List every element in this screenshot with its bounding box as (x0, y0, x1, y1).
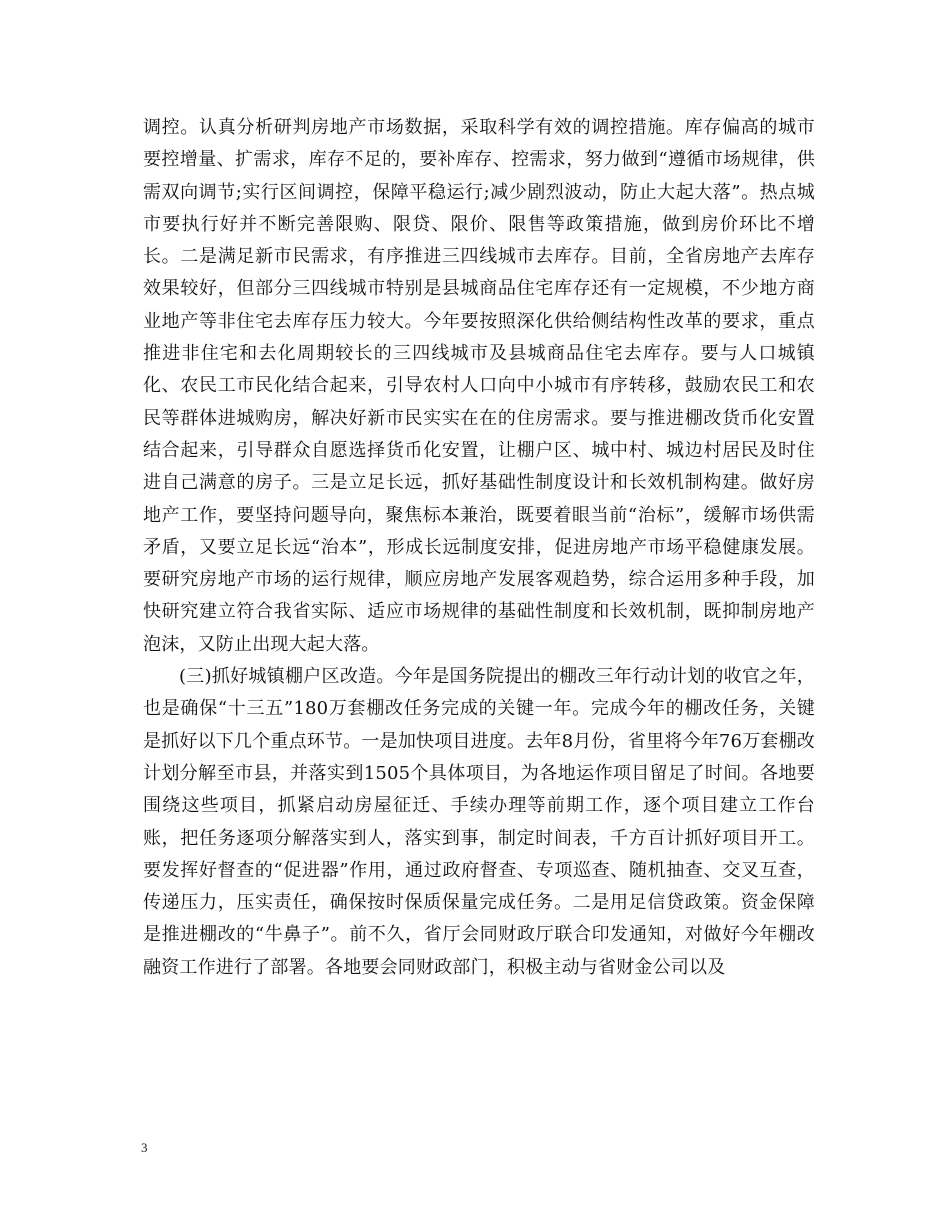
body-text (143, 112, 815, 984)
paragraph-1: 调控。认真分析研判房地产市场数据，采取科学有效的调控措施。库存偏高的城市要控增量、扩需求，库存不足的，要补库存、控需求，努力做到“遵循市场规律，供需双向调节;实行区间调控，保障平稳运行;减少剧烈波动，防止大起大落”。热点城市要执行好并不断完善限购、限贷、限价、限售等政策措施，做到房价环比不增长。二是满足新市民需求，有序推进三四线城市去库存。目前，全省房地产去库存效果较好，但部分三四线城市特别是县城商品住宅库存还有一定规模，不少地方商业地产等非住宅去库存压力较大。今年要按照深化供给侧结构性改革的要求，重点推进非住宅和去化周期较长的三四线城市及县城商品住宅去库存。要与人口城镇化、农民工市民化结合起来，引导农村人口向中小城市有序转移，鼓励农民工和农民等群体进城购房，解决好新市民实实在在的住房需求。要与推进棚改货币化安置结合起来，引导群众自愿选择货币化安置，让棚户区、城中村、城边村居民及时住进自己满意的房子。三是立足长远，抓好基础性制度设计和长效机制构建。做好房地产工作，要坚持问题导向，聚焦标本兼治，既要着眼当前“治标”，缓解市场供需矛盾，又要立足长远“治本”，形成长远制度安排，促进房地产市场平稳健康发展。要研究房地产市场的运行规律，顺应房地产发展客观趋势，综合运用多种手段，加快研究建立符合我省实际、适应市场规律的基础性制度和长效机制，既抑制房地产泡沫，又防止出现大起大落。 (143, 117, 815, 655)
page-number: 3 (141, 1140, 148, 1155)
paragraph-2: (三)抓好城镇棚户区改造。今年是国务院提出的棚改三年行动计划的收官之年，也是确保“十三五”180万套棚改任务完成的关键一年。完成今年的棚改任务，关键是抓好以下几个重点环节。一是加快项目进度。去年8月份，省里将今年76万套棚改计划分解至市县，并落实到1505个具体项目，为各地运作项目留足了时间。各地要围绕这些项目，抓紧启动房屋征迁、手续办理等前期工作，逐个项目建立工作台账，把任务逐项分解落实到人，落实到事，制定时间表，千方百计抓好项目开工。要发挥好督查的“促进器”作用，通过政府督查、专项巡查、随机抽查、交叉互查，传递压力，压实责任，确保按时保质保量完成任务。二是用足信贷政策。资金保障是推进棚改的“牛鼻子”。前不久，省厅会同财政厅联合印发通知，对做好今年棚改融资工作进行了部署。各地要会同财政部门，积极主动与省财金公司以及 (143, 666, 815, 978)
